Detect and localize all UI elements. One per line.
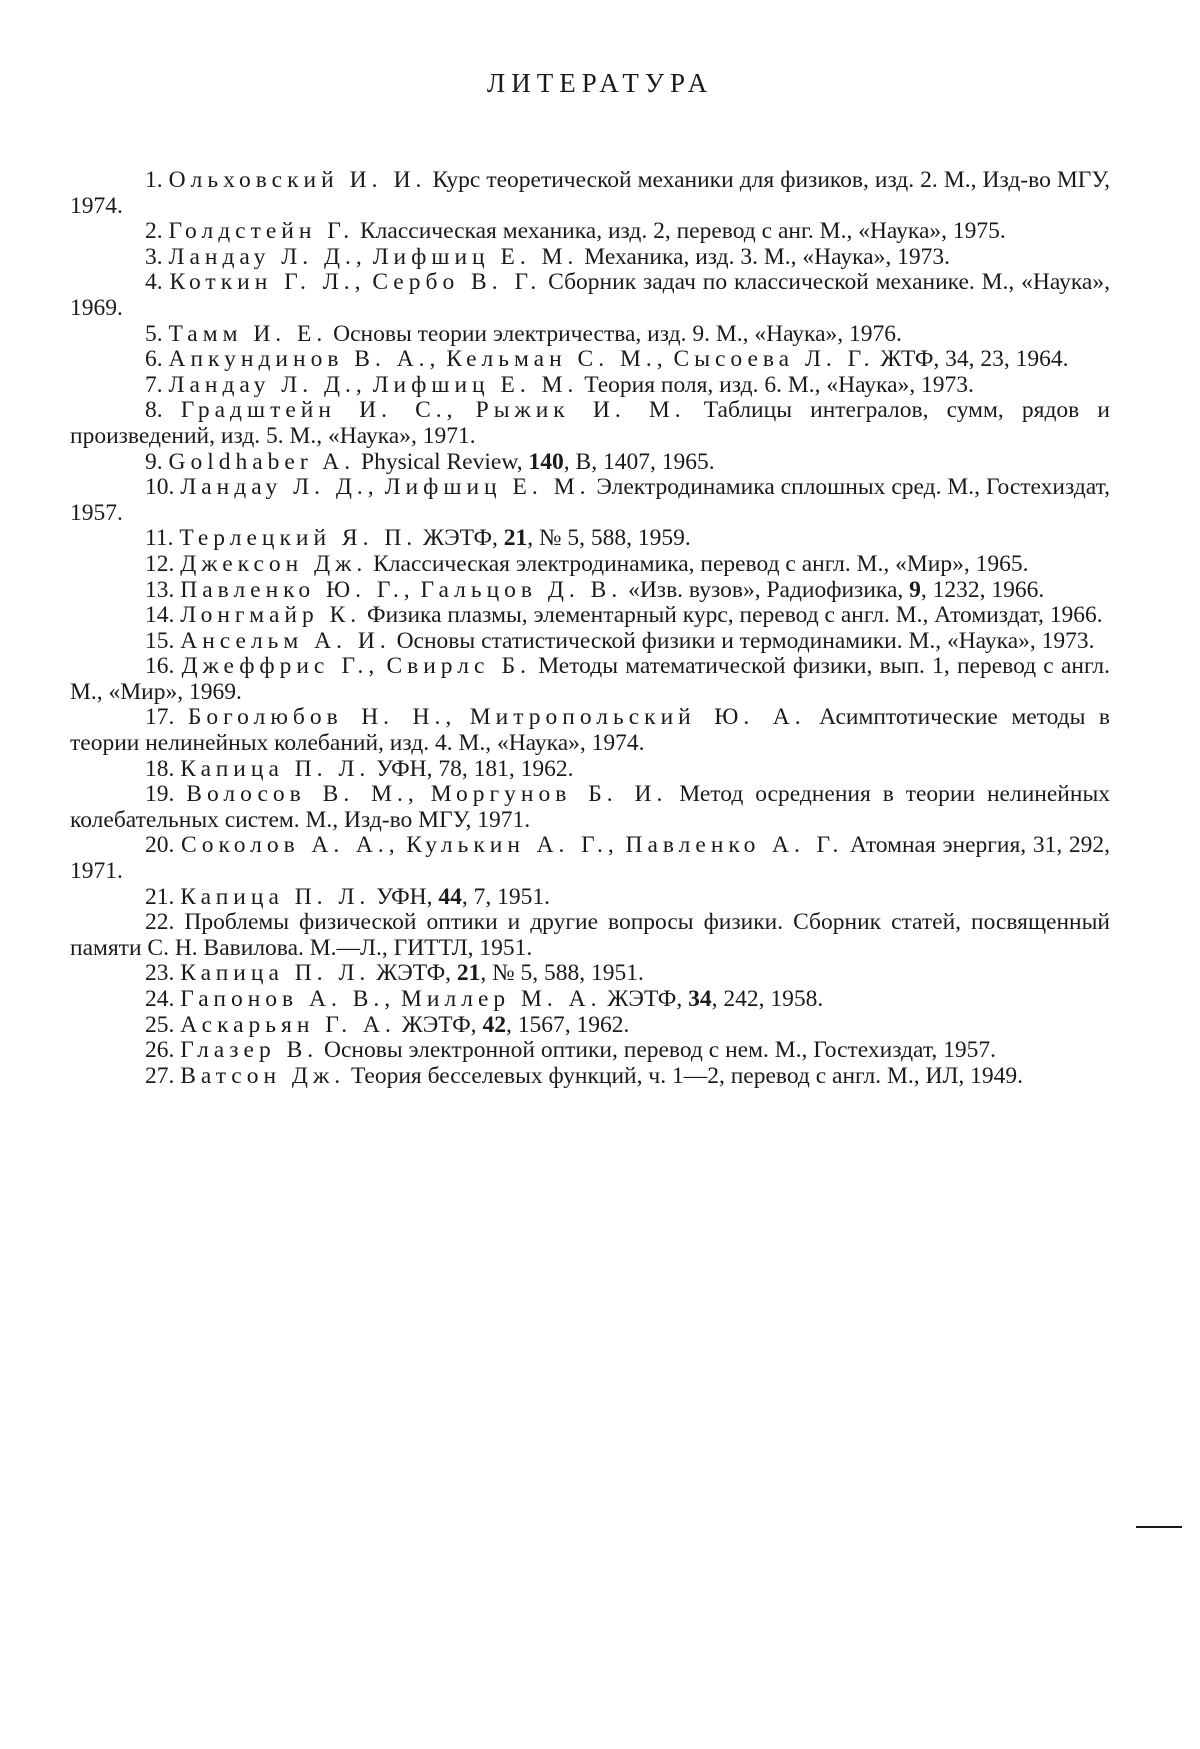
- reference-text: Сборник задач по классической механике. М., «Наука», 1969.: [70, 269, 1110, 321]
- reference-author: Лифшиц Е. М.: [372, 371, 579, 398]
- reference-item: [70, 833, 1110, 884]
- reference-item: [70, 782, 1110, 833]
- reference-author: Лифшиц Е. М.: [372, 243, 579, 270]
- reference-item: [70, 705, 1110, 756]
- reference-text: Physical Review,: [355, 448, 529, 475]
- reference-text: , 242, 1958.: [711, 986, 824, 1012]
- reference-author: Моргунов Б. И.: [430, 781, 668, 808]
- reference-item: [70, 961, 1110, 987]
- reference-author: Ансельм А. И.: [180, 627, 391, 654]
- reference-number: 1.: [145, 167, 163, 193]
- reference-author: Митропольский Ю. А.: [469, 704, 806, 731]
- reference-text: ЖЭТФ,: [417, 525, 504, 552]
- reference-number: 13.: [145, 576, 175, 603]
- reference-item: [70, 450, 1110, 476]
- reference-number: 21.: [145, 883, 175, 910]
- reference-number: 5.: [145, 320, 163, 347]
- reference-author: Свирлс Б.: [386, 653, 531, 680]
- reference-list: [70, 168, 1110, 1089]
- reference-number: 7.: [145, 371, 163, 398]
- reference-item: [70, 1013, 1110, 1039]
- reference-text: , 1232, 1966.: [920, 576, 1045, 603]
- reference-author: Волосов В. М.,: [186, 781, 419, 808]
- reference-number: 6.: [145, 346, 163, 373]
- reference-author: Рыжик И. М.: [475, 397, 686, 424]
- reference-text: [456, 704, 470, 730]
- reference-volume: 21: [503, 525, 528, 552]
- reference-text: , № 5, 588, 1951.: [480, 960, 644, 987]
- reference-number: 24.: [145, 986, 175, 1012]
- reference-number: 8.: [145, 397, 163, 424]
- reference-item: [70, 1038, 1110, 1064]
- reference-text: Классическая механика, изд. 2, перевод с анг. М., «Наука», 1975.: [354, 218, 1006, 245]
- reference-volume: 42: [482, 1011, 506, 1038]
- reference-text: Метод осреднения в теории нелинейных колебательных систем. М., Изд-во МГУ, 1971.: [70, 781, 1110, 833]
- reference-text: [458, 397, 476, 423]
- reference-author: Боголюбов Н. Н.,: [187, 704, 457, 731]
- reference-text: Классическая электродинамика, перевод с англ. М., «Мир», 1965.: [367, 550, 1029, 577]
- reference-item: [70, 654, 1110, 705]
- reference-text: Основы статистической физики и термодинамики. М., «Наука», 1973.: [390, 627, 1095, 654]
- reference-item: [70, 398, 1110, 449]
- reference-text: Курс теоретической механики для физиков, изд. 2. М., Изд-во МГУ, 1974.: [70, 167, 1111, 219]
- reference-text: , B, 1407, 1965.: [563, 448, 715, 475]
- reference-number: 22.: [145, 909, 175, 936]
- reference-volume: 44: [438, 883, 462, 910]
- reference-number: 20.: [145, 832, 175, 859]
- reference-author: Голдстейн Г.: [168, 218, 355, 245]
- reference-item: [70, 245, 1110, 271]
- reference-author: Гальцов Д. В.: [420, 576, 623, 603]
- reference-text: Таблицы интегралов, сумм, рядов и произведений, изд. 5. М., «Наука», 1971.: [70, 397, 1110, 449]
- reference-text: ЖЭТФ,: [370, 960, 457, 987]
- reference-number: 18.: [145, 755, 175, 782]
- reference-author: Капица П. Л.: [180, 883, 371, 910]
- reference-author: Ландау Л. Д.,: [180, 474, 379, 501]
- reference-author: Лонгмайр К.: [180, 602, 362, 629]
- reference-volume: 21: [456, 960, 481, 987]
- reference-item: [70, 552, 1110, 578]
- reference-author: Капица П. Л.: [180, 960, 371, 987]
- margin-dash: [1136, 1526, 1182, 1528]
- reference-item: [70, 219, 1110, 245]
- reference-number: 23.: [145, 960, 175, 987]
- reference-item: [70, 270, 1110, 321]
- reference-text: Проблемы физической оптики и другие вопросы физики. Сборник статей, посвященный памяти С. Н. Вавилова. М.—Л., ГИТТЛ, 1951.: [70, 909, 1111, 961]
- reference-item: [70, 629, 1110, 655]
- reference-text: Механика, изд. 3. М., «Наука», 1973.: [578, 243, 950, 270]
- reference-number: 12.: [145, 550, 175, 577]
- reference-volume: 34: [688, 986, 712, 1012]
- reference-item: [70, 987, 1110, 1013]
- reference-author: Goldhaber A.: [168, 448, 356, 475]
- reference-volume: 140: [528, 448, 564, 475]
- reference-author: Тамм И. Е.: [168, 320, 328, 347]
- reference-number: 3.: [145, 243, 163, 270]
- reference-text: ЖЭТФ,: [395, 1011, 483, 1038]
- reference-author: Гапонов А. В.,: [180, 986, 396, 1012]
- reference-author: Аскарьян Г. А.: [180, 1011, 396, 1038]
- reference-text: «Изв. вузов», Радиофизика,: [622, 576, 910, 603]
- reference-item: [70, 757, 1110, 783]
- reference-author: Кельман С. М.,: [446, 346, 668, 373]
- reference-author: Ландау Л. Д.,: [168, 243, 367, 270]
- reference-item: [70, 475, 1110, 526]
- reference-text: [419, 781, 431, 807]
- reference-author: Миллер М. А.: [401, 986, 602, 1012]
- reference-text: ЖЭТФ,: [601, 986, 689, 1012]
- reference-number: 11.: [145, 525, 174, 552]
- reference-author: Лифшиц Е. М.: [384, 474, 591, 501]
- reference-number: 27.: [145, 1062, 175, 1089]
- reference-number: 9.: [145, 448, 163, 475]
- reference-text: , 1567, 1962.: [505, 1011, 630, 1038]
- reference-number: 4.: [145, 269, 163, 296]
- reference-text: , 7, 1951.: [461, 883, 550, 910]
- reference-number: 10.: [145, 474, 175, 501]
- reference-text: ЖТФ, 34, 23, 1964.: [874, 346, 1069, 373]
- reference-text: Физика плазмы, элементарный курс, перевод с англ. М., Атомиздат, 1966.: [361, 602, 1103, 629]
- reference-number: 26.: [145, 1037, 175, 1064]
- reference-text: Основы теории электричества, изд. 9. М., «Наука», 1976.: [327, 320, 902, 347]
- reference-volume: 9: [909, 576, 921, 603]
- reference-text: УФН,: [370, 883, 439, 910]
- reference-author: Кулькин А. Г.,: [406, 832, 619, 859]
- reference-number: 25.: [145, 1011, 175, 1038]
- reference-number: 15.: [145, 627, 175, 654]
- reference-text: Электродинамика сплошных сред. М., Гостехиздат, 1957.: [70, 474, 1110, 526]
- reference-author: Апкундинов В. А.,: [168, 346, 441, 373]
- reference-item: [70, 322, 1110, 348]
- page-title: ЛИТЕРАТУРА: [486, 68, 714, 98]
- reference-item: [70, 347, 1110, 373]
- reference-author: Капица П. Л.: [180, 755, 371, 782]
- reference-text: Методы математической физики, вып. 1, перевод с англ. М., «Мир», 1969.: [70, 653, 1110, 705]
- reference-number: 19.: [145, 781, 175, 808]
- reference-text: Теория поля, изд. 6. М., «Наука», 1973.: [578, 371, 974, 398]
- reference-item: [70, 373, 1110, 399]
- reference-author: Джексон Дж.: [180, 550, 368, 577]
- reference-text: Основы электронной оптики, перевод с нем. М., Гостехиздат, 1957.: [318, 1037, 996, 1064]
- reference-number: 16.: [145, 653, 175, 680]
- reference-number: 17.: [145, 704, 175, 731]
- reference-author: Соколов А. А.,: [181, 832, 400, 859]
- reference-author: Сысоева Л. Г.: [673, 346, 875, 373]
- reference-author: Сербо В. Г.: [372, 269, 542, 296]
- reference-author: Павленко А. Г.: [625, 832, 844, 859]
- reference-item: [70, 168, 1110, 219]
- reference-number: 2.: [145, 218, 163, 245]
- reference-item: [70, 910, 1110, 961]
- reference-item: [70, 885, 1110, 911]
- reference-item: [70, 578, 1110, 604]
- reference-author: Градштейн И. С.,: [180, 397, 458, 424]
- reference-author: Ватсон Дж.: [180, 1062, 346, 1089]
- reference-text: УФН, 78, 181, 1962.: [370, 755, 574, 782]
- reference-author: Коткин Г. Л.,: [169, 269, 366, 296]
- reference-number: 14.: [145, 602, 175, 629]
- reference-text: Теория бесселевых функций, ч. 1—2, перевод с англ. М., ИЛ, 1949.: [345, 1062, 1024, 1089]
- reference-author: Ландау Л. Д.,: [168, 371, 367, 398]
- reference-text: Асимптотические методы в теории нелинейных колебаний, изд. 4. М., «Наука», 1974.: [70, 704, 1111, 757]
- reference-item: [70, 526, 1110, 552]
- reference-text: , № 5, 588, 1959.: [527, 525, 691, 552]
- reference-author: Глазер В.: [180, 1037, 319, 1064]
- reference-item: [70, 1064, 1110, 1090]
- reference-item: [70, 603, 1110, 629]
- reference-author: Павленко Ю. Г.,: [180, 576, 415, 603]
- reference-author: Джеффрис Г.,: [181, 653, 380, 680]
- reference-author: Терлецкий Я. П.: [179, 525, 418, 552]
- reference-text: Атомная энергия, 31, 292, 1971.: [70, 832, 1111, 885]
- reference-author: Ольховский И. И.: [168, 167, 427, 193]
